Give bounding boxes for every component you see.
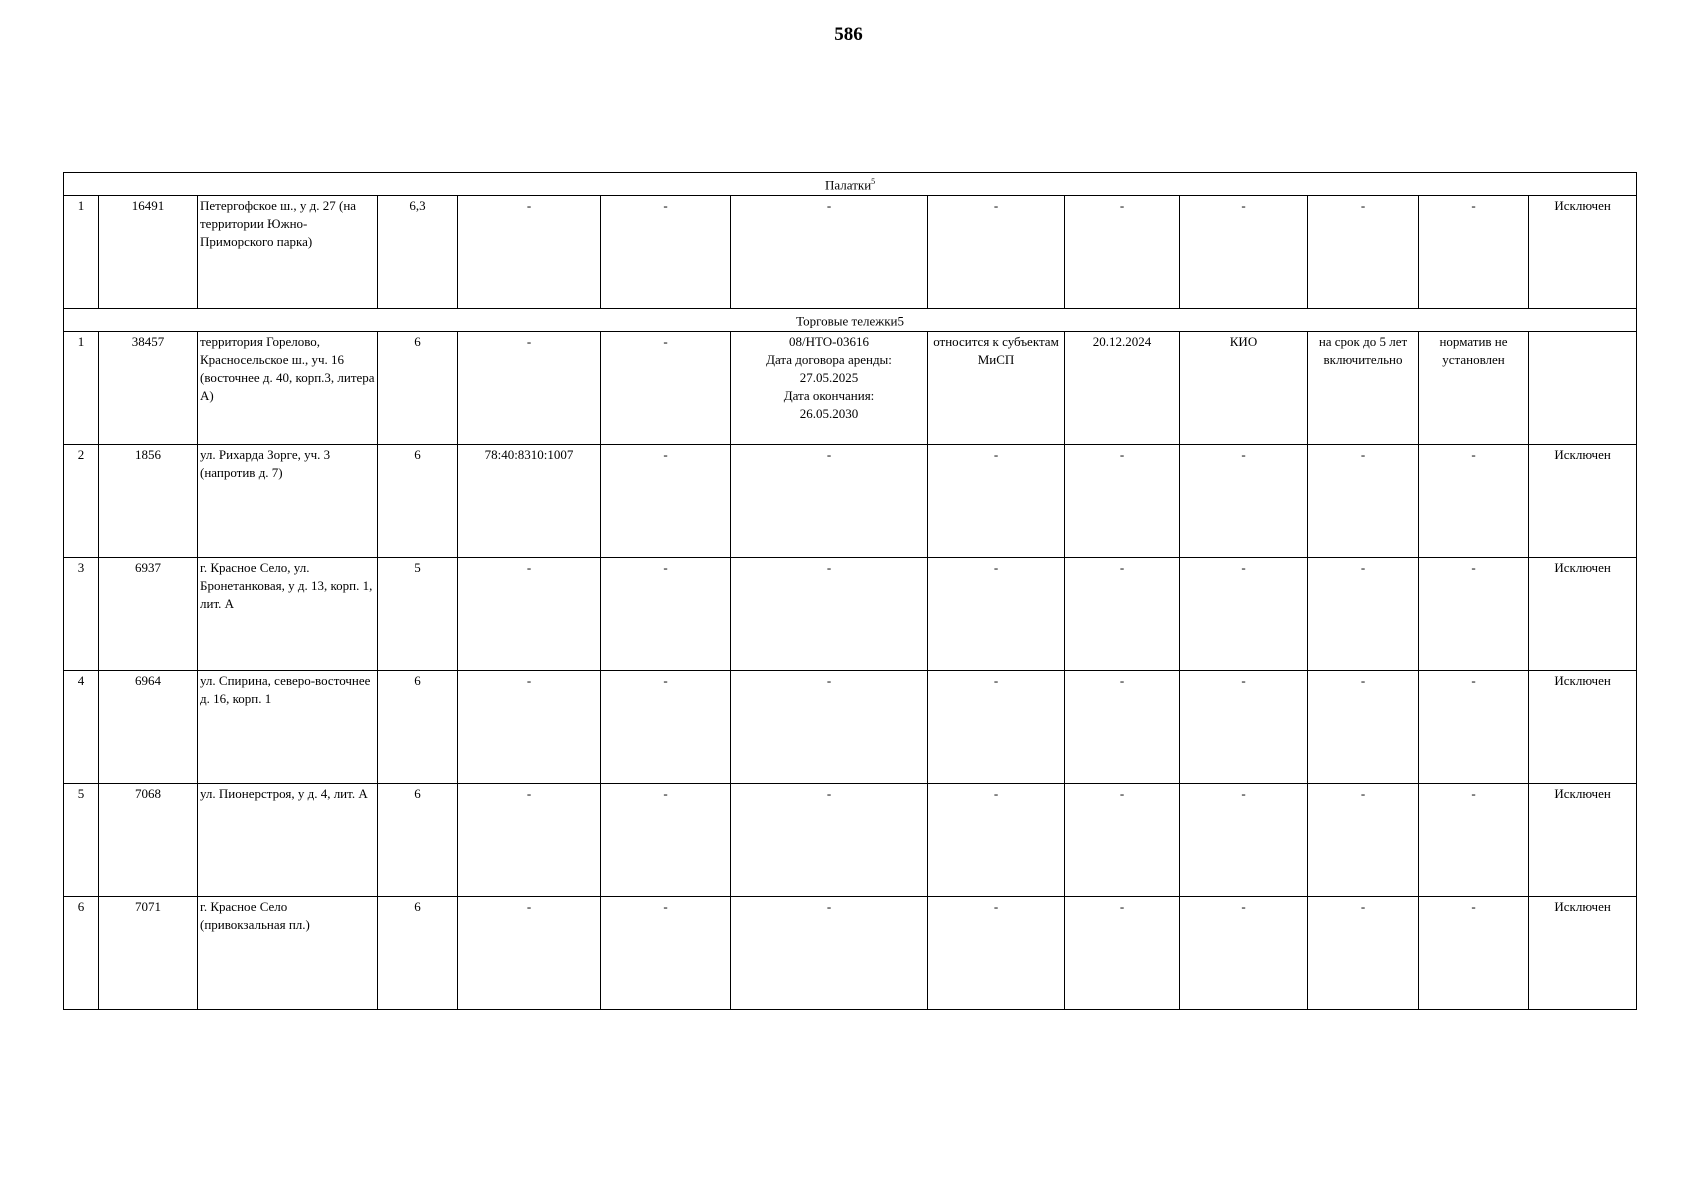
- cell-contract-line: Дата договора аренды:: [766, 352, 892, 367]
- section-title-text: Торговые тележки5: [796, 313, 904, 329]
- section-title-footnote: 5: [871, 177, 876, 187]
- cell-area: 6,3: [378, 196, 458, 309]
- cell-business-category: -: [928, 784, 1065, 897]
- cell-area: 6: [378, 784, 458, 897]
- table-row: [64, 558, 1637, 671]
- cell-column-6: -: [601, 784, 731, 897]
- cell-authority: -: [1180, 196, 1308, 309]
- cell-column-6: -: [601, 558, 731, 671]
- cell-standard: -: [1419, 196, 1529, 309]
- cell-date: -: [1065, 196, 1180, 309]
- cell-date: -: [1065, 671, 1180, 784]
- cell-object-id: 7068: [99, 784, 198, 897]
- cell-address: г. Красное Село (привокзальная пл.): [198, 897, 378, 1010]
- page-number: 586: [834, 24, 863, 45]
- cell-status: Исключен: [1529, 558, 1637, 671]
- cell-contract: [731, 784, 928, 897]
- cell-contract: [731, 897, 928, 1010]
- cell-object-id: 7071: [99, 897, 198, 1010]
- cell-status: Исключен: [1529, 671, 1637, 784]
- cell-address: ул. Спирина, северо-восточнее д. 16, корп. 1: [198, 671, 378, 784]
- cell-object-id: 38457: [99, 332, 198, 445]
- cell-status: Исключен: [1529, 897, 1637, 1010]
- cell-standard: норматив не установлен: [1419, 332, 1529, 445]
- section-header-row: [64, 173, 1637, 196]
- registry-body: [64, 173, 1637, 1010]
- cell-business-category: относится к субъектам МиСП: [928, 332, 1065, 445]
- cell-term: -: [1308, 897, 1419, 1010]
- cell-number: 1: [64, 196, 99, 309]
- cell-address: ул. Пионерстроя, у д. 4, лит. А: [198, 784, 378, 897]
- cell-object-id: 16491: [99, 196, 198, 309]
- cell-contract-line: Дата окончания:: [783, 388, 875, 403]
- cell-contract: [731, 196, 928, 309]
- cell-business-category: -: [928, 671, 1065, 784]
- cell-contract: [731, 445, 928, 558]
- cell-cadastral-number: 78:40:8310:1007: [458, 445, 601, 558]
- section-header-row: [64, 309, 1637, 332]
- cell-column-6: -: [601, 671, 731, 784]
- cell-address: г. Красное Село, ул. Бронетанковая, у д. 13, корп. 1, лит. А: [198, 558, 378, 671]
- cell-date: -: [1065, 897, 1180, 1010]
- cell-cadastral-number: -: [458, 196, 601, 309]
- cell-contract-line: -: [826, 447, 832, 462]
- cell-cadastral-number: -: [458, 897, 601, 1010]
- cell-authority: -: [1180, 897, 1308, 1010]
- cell-contract-line: 27.05.2025: [799, 370, 859, 385]
- cell-date: -: [1065, 558, 1180, 671]
- table-row: [64, 445, 1637, 558]
- cell-contract-line: 08/НТО-03616: [789, 334, 869, 349]
- cell-authority: -: [1180, 558, 1308, 671]
- cell-column-6: -: [601, 445, 731, 558]
- cell-authority: -: [1180, 671, 1308, 784]
- cell-contract-line: -: [826, 673, 832, 688]
- cell-business-category: -: [928, 196, 1065, 309]
- cell-address: Петергофское ш., у д. 27 (на территории Южно-Приморского парка): [198, 196, 378, 309]
- section-title: [64, 309, 1637, 332]
- cell-area: 6: [378, 671, 458, 784]
- cell-cadastral-number: -: [458, 671, 601, 784]
- cell-contract: [731, 332, 928, 445]
- table-row: [64, 332, 1637, 445]
- cell-object-id: 1856: [99, 445, 198, 558]
- cell-area: 6: [378, 897, 458, 1010]
- cell-contract-line: -: [826, 786, 832, 801]
- cell-contract: [731, 671, 928, 784]
- cell-number: 3: [64, 558, 99, 671]
- cell-date: -: [1065, 445, 1180, 558]
- cell-object-id: 6937: [99, 558, 198, 671]
- section-title: [64, 173, 1637, 196]
- cell-term: -: [1308, 445, 1419, 558]
- cell-number: 1: [64, 332, 99, 445]
- cell-number: 4: [64, 671, 99, 784]
- cell-term: -: [1308, 671, 1419, 784]
- cell-business-category: -: [928, 897, 1065, 1010]
- cell-status: [1529, 332, 1637, 445]
- cell-authority: -: [1180, 445, 1308, 558]
- cell-contract: [731, 558, 928, 671]
- cell-contract-line: 26.05.2030: [799, 406, 859, 421]
- cell-cadastral-number: -: [458, 784, 601, 897]
- cell-authority: КИО: [1180, 332, 1308, 445]
- cell-date: 20.12.2024: [1065, 332, 1180, 445]
- cell-number: 2: [64, 445, 99, 558]
- cell-cadastral-number: -: [458, 332, 601, 445]
- cell-standard: -: [1419, 445, 1529, 558]
- table-row: [64, 196, 1637, 309]
- cell-cadastral-number: -: [458, 558, 601, 671]
- cell-status: Исключен: [1529, 784, 1637, 897]
- cell-standard: -: [1419, 784, 1529, 897]
- cell-standard: -: [1419, 897, 1529, 1010]
- cell-term: -: [1308, 196, 1419, 309]
- cell-authority: -: [1180, 784, 1308, 897]
- table-row: [64, 784, 1637, 897]
- cell-object-id: 6964: [99, 671, 198, 784]
- section-title-text: Палатки: [825, 177, 872, 193]
- cell-status: Исключен: [1529, 445, 1637, 558]
- cell-address: ул. Рихарда Зорге, уч. 3 (напротив д. 7): [198, 445, 378, 558]
- cell-column-6: -: [601, 196, 731, 309]
- cell-status: Исключен: [1529, 196, 1637, 309]
- cell-term: -: [1308, 558, 1419, 671]
- cell-date: -: [1065, 784, 1180, 897]
- table-row: [64, 897, 1637, 1010]
- cell-contract-line: -: [826, 899, 832, 914]
- cell-standard: -: [1419, 671, 1529, 784]
- cell-term: -: [1308, 784, 1419, 897]
- cell-address: территория Горелово, Красносельское ш., уч. 16 (восточнее д. 40, корп.3, литера А): [198, 332, 378, 445]
- cell-number: 5: [64, 784, 99, 897]
- cell-business-category: -: [928, 445, 1065, 558]
- cell-standard: -: [1419, 558, 1529, 671]
- table-row: [64, 671, 1637, 784]
- cell-term: на срок до 5 лет включительно: [1308, 332, 1419, 445]
- cell-area: 5: [378, 558, 458, 671]
- cell-area: 6: [378, 445, 458, 558]
- cell-contract-line: -: [826, 560, 832, 575]
- cell-area: 6: [378, 332, 458, 445]
- cell-number: 6: [64, 897, 99, 1010]
- cell-contract-line: -: [826, 198, 832, 213]
- registry-table: [63, 172, 1637, 1010]
- cell-column-6: -: [601, 332, 731, 445]
- cell-column-6: -: [601, 897, 731, 1010]
- cell-business-category: -: [928, 558, 1065, 671]
